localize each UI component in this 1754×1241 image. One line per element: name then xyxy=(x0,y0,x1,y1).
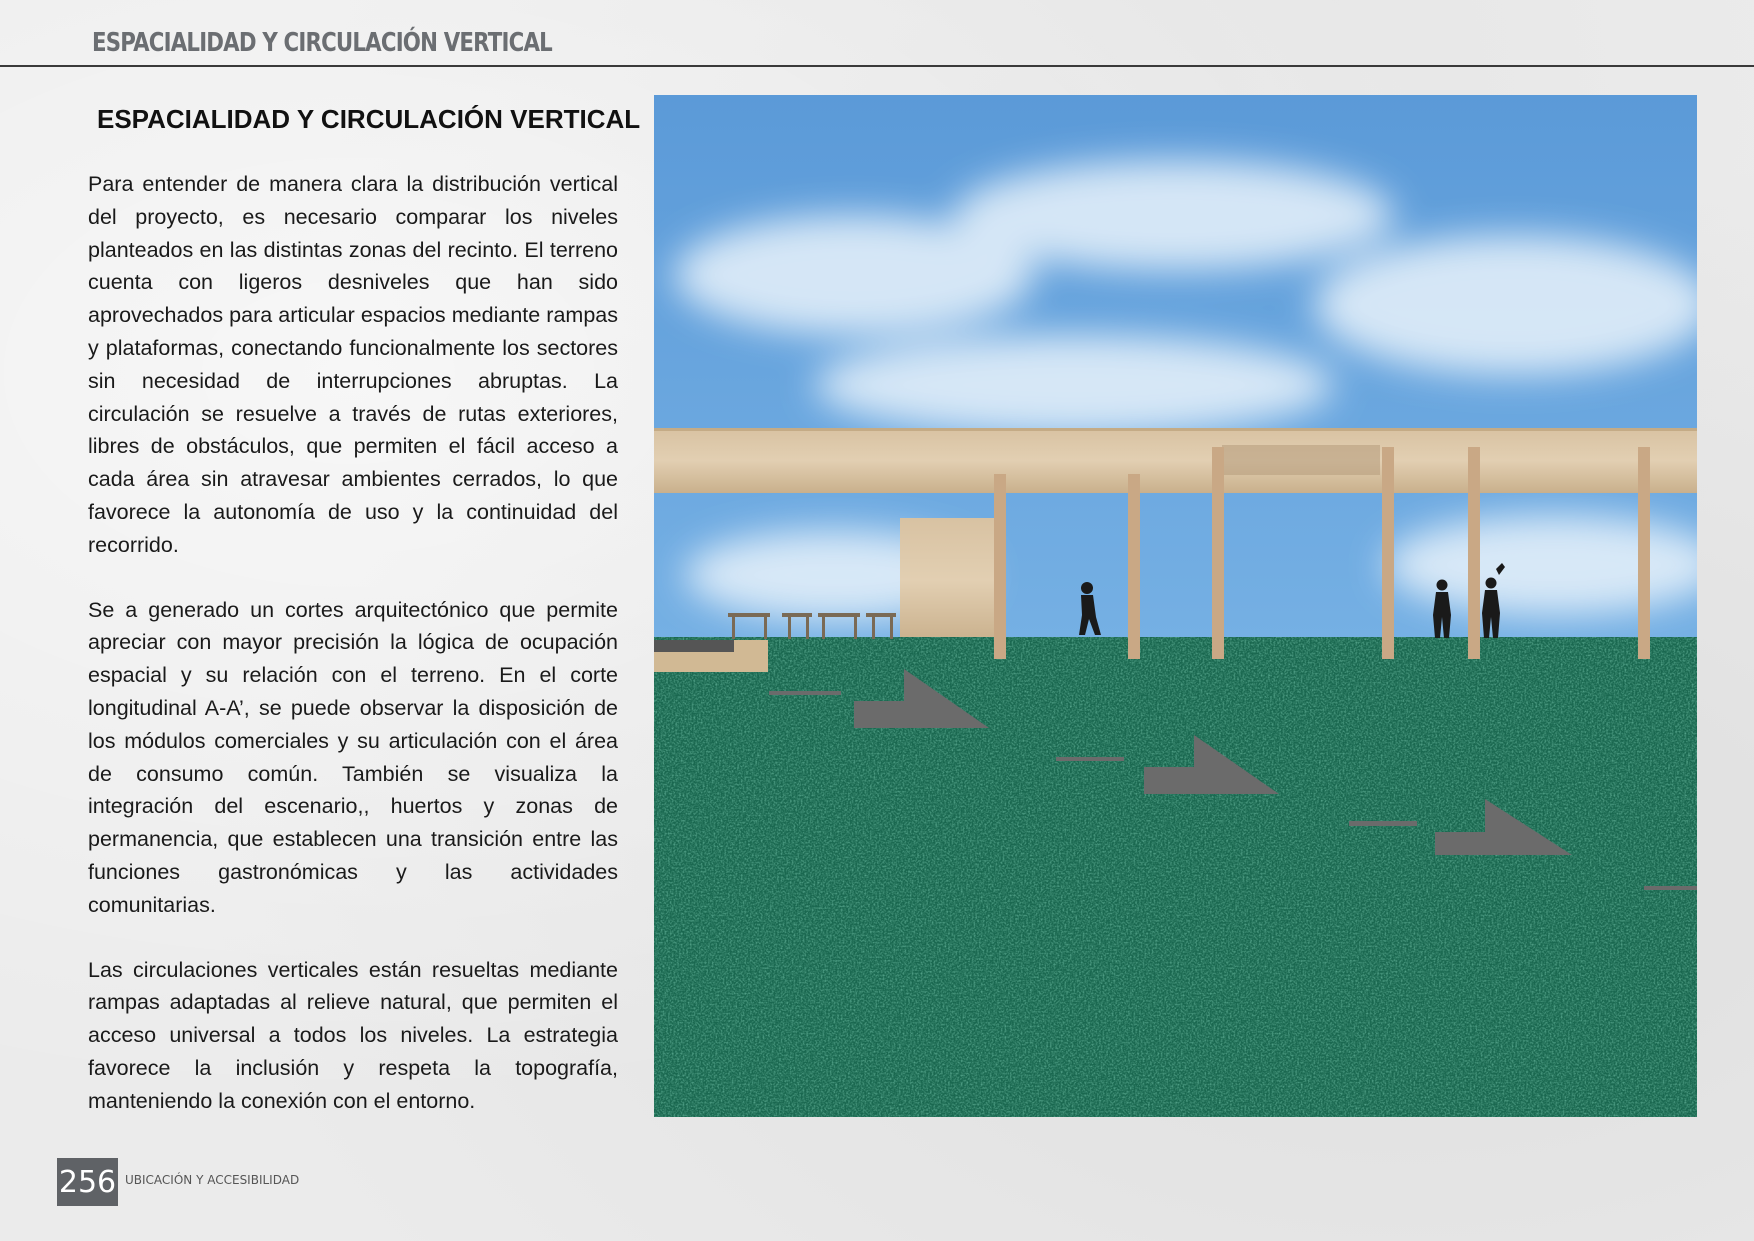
ground-shading xyxy=(654,637,1697,1117)
kiosk-block xyxy=(900,518,994,643)
section-title: ESPACIALIDAD Y CIRCULACIÓN VERTICAL xyxy=(97,104,641,134)
header-divider xyxy=(0,65,1754,67)
canopy-beam-edge xyxy=(654,428,1697,431)
paragraph-3: Las circulaciones verticales están resueltas mediante rampas adaptadas al relieve natural, que permiten el acceso universal a todos los niveles. La estrategia favorece la inclusión y respeta la topografía, manteniendo la conexión con el entorno. xyxy=(88,957,618,1113)
section-cut-illustration xyxy=(654,95,1697,1117)
entry-step xyxy=(654,640,734,652)
page-number-badge: 256 xyxy=(57,1158,118,1206)
running-header-title: ESPACIALIDAD Y CIRCULACIÓN VERTICAL xyxy=(92,28,552,58)
paragraph-2: Se a generado un cortes arquitectónico que permite apreciar con mayor precisión la lógica de ocupación espacial y su relación con el terreno. En el corte longitudinal A-A’, se puede observar la disposición de los módulos comerciales y su articulación con el área de consumo común. También se visualiza la integración del escenario,, huertos y zonas de permanencia, que establecen una transición entre las funciones gastronómicas y las actividades comunitarias. xyxy=(88,597,618,917)
canopy-panel xyxy=(1222,445,1380,475)
canopy-beam xyxy=(654,428,1697,493)
footer-chapter-label: UBICACIÓN Y ACCESIBILIDAD xyxy=(125,1173,300,1187)
body-text-column xyxy=(88,168,618,1150)
paragraph-1: Para entender de manera clara la distribución vertical del proyecto, es necesario comparar los niveles planteados en las distintas zonas del recinto. El terreno cuenta con ligeros desniveles que han sido aprovechados para articular espacios mediante rampas y plataformas, conectando funcionalmente los sectores sin necesidad de interrupciones abruptas. La circulación se resuelve a través de rutas exteriores, libres de obstáculos, que permiten el fácil acceso a cada área sin atravesar ambientes cerrados, lo que favorece la autonomía de uso y la continuidad del recorrido. xyxy=(88,172,618,557)
